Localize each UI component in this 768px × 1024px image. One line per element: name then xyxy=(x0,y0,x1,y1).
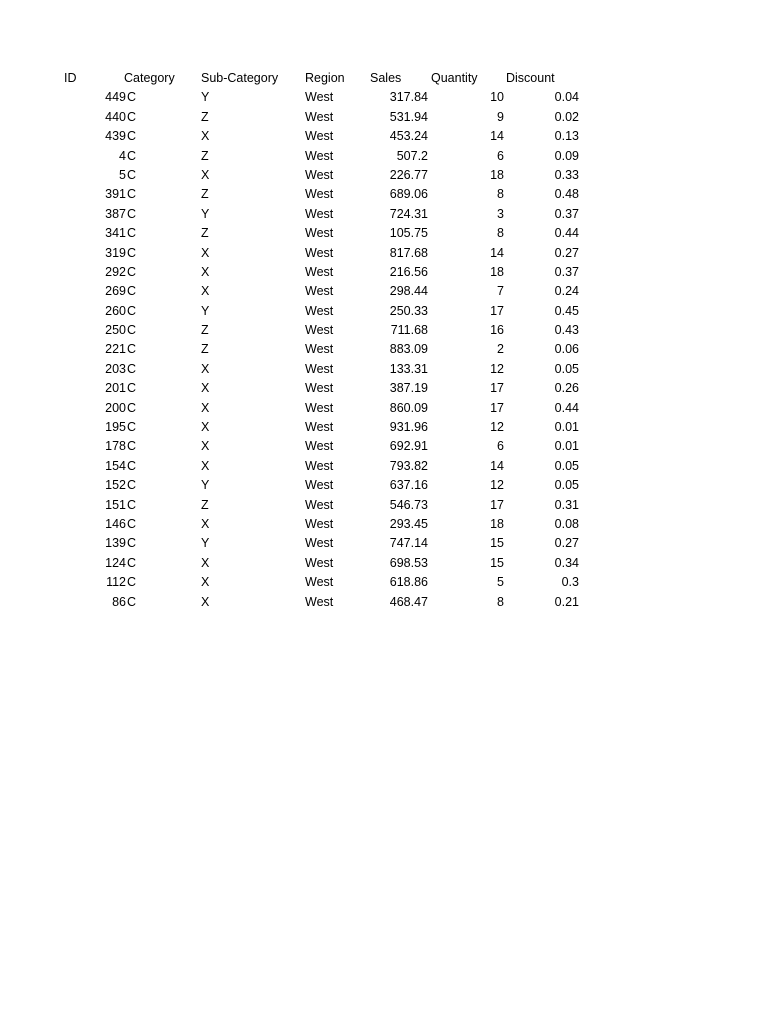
cell-quantity: 9 xyxy=(497,109,504,124)
cell-quantity: 12 xyxy=(490,420,504,435)
cell-category: C xyxy=(127,342,137,357)
cell-region: West xyxy=(305,323,334,338)
cell-id: 4 xyxy=(119,148,126,163)
cell-sub-category: Z xyxy=(201,323,209,338)
header-region: Region xyxy=(305,71,345,85)
cell-category: C xyxy=(127,264,137,279)
table-row xyxy=(0,457,768,476)
cell-id: 139 xyxy=(105,536,126,551)
cell-region: West xyxy=(305,555,334,570)
cell-sub-category: X xyxy=(201,381,210,396)
cell-sub-category: Z xyxy=(201,148,209,163)
table-row xyxy=(0,166,768,185)
cell-discount: 0.26 xyxy=(554,381,579,396)
cell-sub-category: X xyxy=(201,516,210,531)
cell-region: West xyxy=(305,303,334,318)
cell-sub-category: Z xyxy=(201,187,209,202)
cell-region: West xyxy=(305,361,334,376)
cell-id: 439 xyxy=(105,129,126,144)
cell-discount: 0.27 xyxy=(554,245,579,260)
cell-quantity: 2 xyxy=(497,342,504,357)
cell-discount: 0.04 xyxy=(554,90,579,105)
cell-sales: 531.94 xyxy=(389,109,428,124)
cell-sub-category: X xyxy=(201,575,210,590)
cell-region: West xyxy=(305,458,334,473)
cell-sales: 860.09 xyxy=(389,400,428,415)
table-row xyxy=(0,302,768,321)
cell-quantity: 3 xyxy=(497,206,504,221)
cell-quantity: 7 xyxy=(497,284,504,299)
table-row xyxy=(0,379,768,398)
cell-category: C xyxy=(127,400,137,415)
cell-sub-category: Y xyxy=(201,206,210,221)
cell-quantity: 14 xyxy=(490,458,504,473)
cell-discount: 0.24 xyxy=(554,284,579,299)
header-category: Category xyxy=(124,71,175,85)
cell-region: West xyxy=(305,478,334,493)
cell-quantity: 14 xyxy=(490,129,504,144)
cell-category: C xyxy=(127,148,137,163)
cell-quantity: 8 xyxy=(497,187,504,202)
cell-region: West xyxy=(305,516,334,531)
cell-discount: 0.44 xyxy=(554,226,579,241)
cell-quantity: 18 xyxy=(490,516,504,531)
cell-category: C xyxy=(127,420,137,435)
table-row xyxy=(0,263,768,282)
cell-id: 86 xyxy=(112,594,126,609)
cell-category: C xyxy=(127,167,137,182)
cell-discount: 0.06 xyxy=(554,342,579,357)
cell-sub-category: X xyxy=(201,129,210,144)
cell-discount: 0.21 xyxy=(554,594,579,609)
cell-discount: 0.37 xyxy=(554,206,579,221)
table-row xyxy=(0,321,768,340)
cell-sales: 250.33 xyxy=(389,303,428,318)
cell-region: West xyxy=(305,536,334,551)
cell-region: West xyxy=(305,129,334,144)
cell-sales: 618.86 xyxy=(389,575,428,590)
cell-region: West xyxy=(305,439,334,454)
cell-discount: 0.13 xyxy=(554,129,579,144)
cell-sales: 711.68 xyxy=(390,323,428,338)
cell-sub-category: Z xyxy=(201,226,209,241)
table-row xyxy=(0,340,768,359)
cell-sub-category: Y xyxy=(201,478,210,493)
cell-region: West xyxy=(305,381,334,396)
cell-sales: 216.56 xyxy=(389,264,428,279)
cell-sub-category: X xyxy=(201,420,210,435)
cell-region: West xyxy=(305,497,334,512)
cell-sub-category: X xyxy=(201,284,210,299)
cell-quantity: 17 xyxy=(490,381,504,396)
cell-quantity: 14 xyxy=(490,245,504,260)
cell-quantity: 17 xyxy=(490,497,504,512)
cell-category: C xyxy=(127,516,137,531)
cell-sub-category: Z xyxy=(201,342,209,357)
cell-category: C xyxy=(127,187,137,202)
cell-quantity: 16 xyxy=(490,323,504,338)
cell-id: 203 xyxy=(105,361,126,376)
header-id: ID xyxy=(64,71,77,85)
table-row xyxy=(0,127,768,146)
cell-id: 440 xyxy=(105,109,126,124)
cell-region: West xyxy=(305,90,334,105)
table-row xyxy=(0,418,768,437)
cell-sales: 226.77 xyxy=(389,167,428,182)
cell-region: West xyxy=(305,245,334,260)
cell-sub-category: X xyxy=(201,555,210,570)
cell-sub-category: X xyxy=(201,400,210,415)
cell-sales: 698.53 xyxy=(389,555,428,570)
cell-region: West xyxy=(305,187,334,202)
cell-id: 154 xyxy=(105,458,126,473)
cell-sub-category: Y xyxy=(201,536,210,551)
cell-quantity: 6 xyxy=(497,148,504,163)
cell-discount: 0.48 xyxy=(554,187,579,202)
cell-sales: 692.91 xyxy=(389,439,428,454)
cell-sales: 298.44 xyxy=(389,284,428,299)
cell-quantity: 8 xyxy=(497,594,504,609)
cell-sales: 317.84 xyxy=(389,90,428,105)
cell-region: West xyxy=(305,167,334,182)
cell-sales: 817.68 xyxy=(389,245,428,260)
table-row xyxy=(0,476,768,495)
cell-sales: 747.14 xyxy=(389,536,428,551)
cell-category: C xyxy=(127,323,137,338)
cell-sales: 637.16 xyxy=(389,478,428,493)
cell-discount: 0.09 xyxy=(554,148,579,163)
cell-category: C xyxy=(127,536,137,551)
table-row xyxy=(0,573,768,592)
header-discount: Discount xyxy=(506,71,555,85)
cell-quantity: 6 xyxy=(497,439,504,454)
table-row xyxy=(0,185,768,204)
cell-discount: 0.43 xyxy=(554,323,579,338)
cell-id: 146 xyxy=(105,516,126,531)
cell-category: C xyxy=(127,555,137,570)
cell-category: C xyxy=(127,439,137,454)
table-row xyxy=(0,205,768,224)
cell-region: West xyxy=(305,206,334,221)
cell-discount: 0.37 xyxy=(554,264,579,279)
cell-discount: 0.31 xyxy=(554,497,579,512)
table-row xyxy=(0,224,768,243)
table-body xyxy=(0,88,768,612)
cell-quantity: 8 xyxy=(497,226,504,241)
cell-id: 341 xyxy=(105,226,126,241)
cell-id: 5 xyxy=(119,167,126,182)
cell-region: West xyxy=(305,109,334,124)
table-row xyxy=(0,593,768,612)
cell-discount: 0.44 xyxy=(554,400,579,415)
table-row xyxy=(0,360,768,379)
cell-id: 124 xyxy=(105,555,126,570)
cell-region: West xyxy=(305,342,334,357)
table-row xyxy=(0,282,768,301)
cell-category: C xyxy=(127,361,137,376)
cell-sales: 507.2 xyxy=(396,148,428,163)
cell-sales: 883.09 xyxy=(389,342,428,357)
cell-id: 319 xyxy=(105,245,126,260)
cell-id: 112 xyxy=(106,575,126,590)
cell-sales: 689.06 xyxy=(389,187,428,202)
cell-quantity: 18 xyxy=(490,167,504,182)
cell-sales: 724.31 xyxy=(389,206,428,221)
cell-region: West xyxy=(305,148,334,163)
cell-id: 201 xyxy=(105,381,126,396)
cell-discount: 0.08 xyxy=(554,516,579,531)
cell-quantity: 17 xyxy=(490,303,504,318)
header-quantity: Quantity xyxy=(431,71,478,85)
header-sub-category: Sub-Category xyxy=(201,71,279,85)
cell-region: West xyxy=(305,264,334,279)
cell-category: C xyxy=(127,458,137,473)
cell-id: 387 xyxy=(105,206,126,221)
cell-sales: 133.31 xyxy=(389,361,428,376)
cell-id: 221 xyxy=(105,342,126,357)
cell-discount: 0.3 xyxy=(561,575,579,590)
cell-quantity: 12 xyxy=(490,478,504,493)
cell-sales: 468.47 xyxy=(389,594,428,609)
cell-quantity: 5 xyxy=(497,575,504,590)
cell-discount: 0.33 xyxy=(554,167,579,182)
cell-discount: 0.45 xyxy=(554,303,579,318)
cell-sub-category: X xyxy=(201,361,210,376)
table-row xyxy=(0,515,768,534)
cell-id: 151 xyxy=(105,497,126,512)
cell-sub-category: X xyxy=(201,167,210,182)
cell-category: C xyxy=(127,594,137,609)
cell-sub-category: Y xyxy=(201,90,210,105)
cell-discount: 0.05 xyxy=(554,478,579,493)
cell-category: C xyxy=(127,478,137,493)
table-row xyxy=(0,88,768,107)
cell-quantity: 15 xyxy=(490,555,504,570)
cell-discount: 0.05 xyxy=(554,458,579,473)
cell-quantity: 10 xyxy=(490,90,504,105)
table-row xyxy=(0,244,768,263)
cell-id: 292 xyxy=(105,264,126,279)
cell-id: 391 xyxy=(105,187,126,202)
cell-region: West xyxy=(305,226,334,241)
cell-sales: 793.82 xyxy=(389,458,428,473)
cell-discount: 0.27 xyxy=(554,536,579,551)
cell-region: West xyxy=(305,284,334,299)
header-row xyxy=(0,69,768,88)
cell-sales: 387.19 xyxy=(389,381,428,396)
cell-sub-category: X xyxy=(201,245,210,260)
cell-id: 195 xyxy=(105,420,126,435)
cell-sales: 105.75 xyxy=(389,226,428,241)
header-sales: Sales xyxy=(370,71,402,85)
cell-id: 260 xyxy=(105,303,126,318)
cell-category: C xyxy=(127,90,137,105)
cell-quantity: 12 xyxy=(490,361,504,376)
cell-category: C xyxy=(127,497,137,512)
table-row xyxy=(0,399,768,418)
cell-id: 152 xyxy=(105,478,126,493)
cell-region: West xyxy=(305,575,334,590)
cell-sales: 546.73 xyxy=(389,497,428,512)
cell-region: West xyxy=(305,420,334,435)
cell-category: C xyxy=(127,575,137,590)
cell-sub-category: X xyxy=(201,458,210,473)
cell-category: C xyxy=(127,303,137,318)
cell-sub-category: X xyxy=(201,594,210,609)
cell-id: 250 xyxy=(105,323,126,338)
cell-id: 269 xyxy=(105,284,126,299)
cell-sub-category: Y xyxy=(201,303,210,318)
cell-discount: 0.05 xyxy=(554,361,579,376)
cell-id: 178 xyxy=(105,439,126,454)
data-table xyxy=(0,69,768,612)
table-row xyxy=(0,496,768,515)
cell-category: C xyxy=(127,226,137,241)
cell-category: C xyxy=(127,245,137,260)
cell-category: C xyxy=(127,109,137,124)
table-row xyxy=(0,554,768,573)
cell-quantity: 17 xyxy=(490,400,504,415)
cell-category: C xyxy=(127,129,137,144)
cell-quantity: 15 xyxy=(490,536,504,551)
cell-category: C xyxy=(127,206,137,221)
cell-sales: 293.45 xyxy=(389,516,428,531)
table-row xyxy=(0,534,768,553)
cell-category: C xyxy=(127,284,137,299)
cell-category: C xyxy=(127,381,137,396)
cell-discount: 0.01 xyxy=(554,420,579,435)
table-row xyxy=(0,147,768,166)
cell-region: West xyxy=(305,400,334,415)
cell-quantity: 18 xyxy=(490,264,504,279)
table-row xyxy=(0,108,768,127)
cell-discount: 0.01 xyxy=(554,439,579,454)
cell-sales: 931.96 xyxy=(389,420,428,435)
cell-region: West xyxy=(305,594,334,609)
cell-sub-category: X xyxy=(201,439,210,454)
cell-sales: 453.24 xyxy=(389,129,428,144)
cell-sub-category: Z xyxy=(201,109,209,124)
table-row xyxy=(0,437,768,456)
cell-id: 200 xyxy=(105,400,126,415)
cell-sub-category: X xyxy=(201,264,210,279)
cell-discount: 0.02 xyxy=(554,109,579,124)
cell-discount: 0.34 xyxy=(554,555,579,570)
cell-sub-category: Z xyxy=(201,497,209,512)
cell-id: 449 xyxy=(105,90,126,105)
